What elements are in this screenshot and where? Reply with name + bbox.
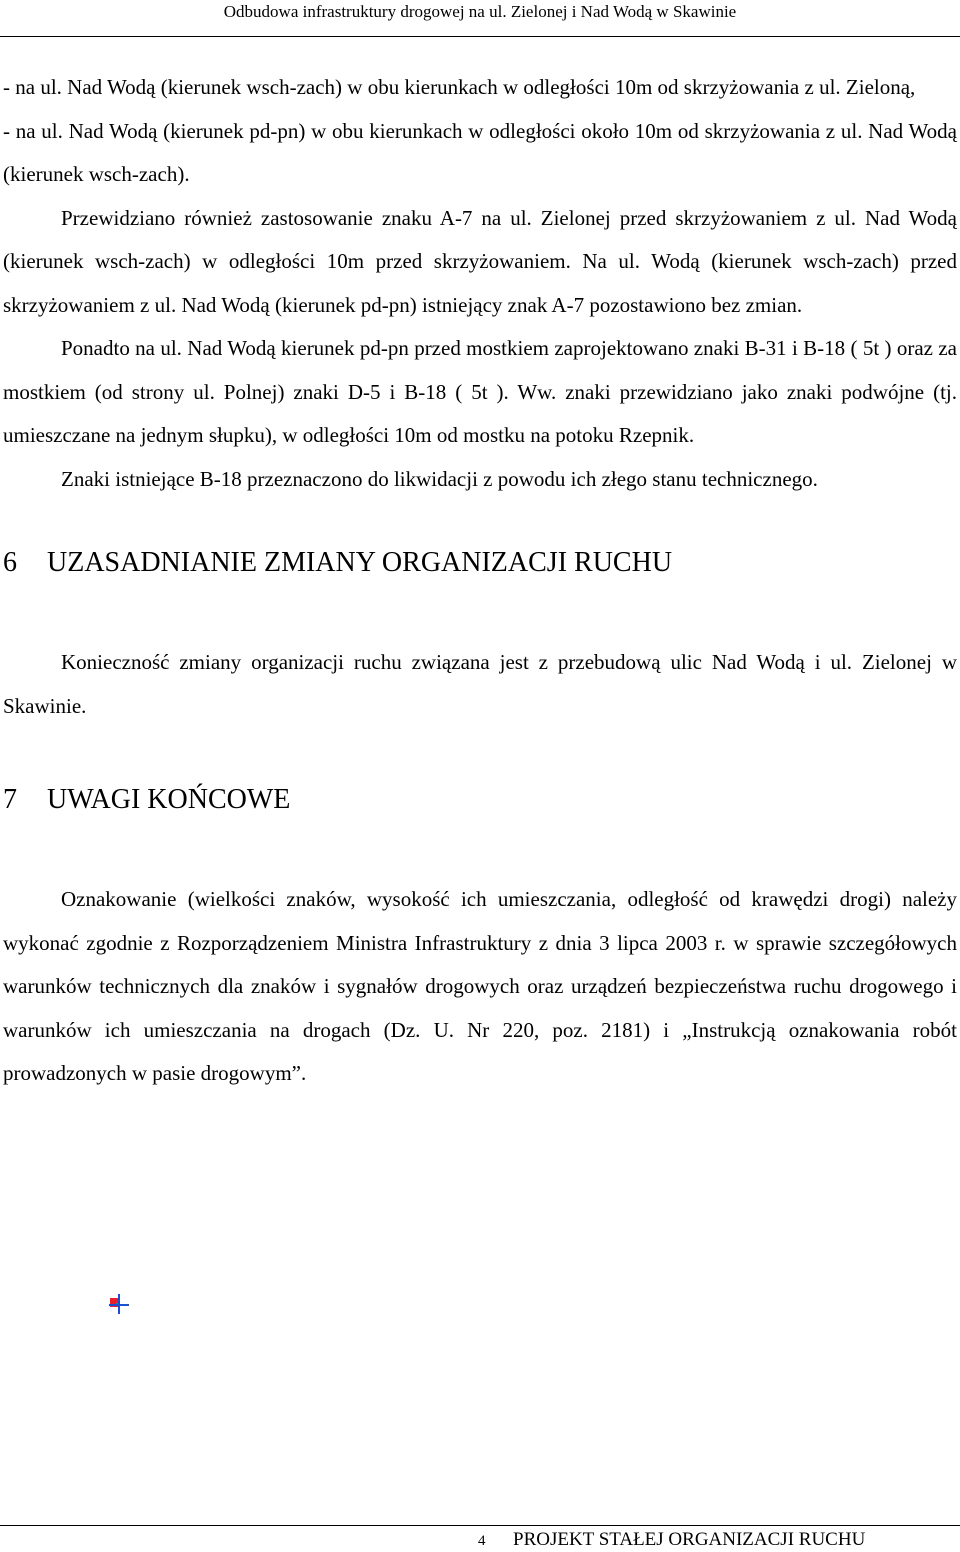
- section-number: 7: [3, 784, 17, 815]
- section-heading: [3, 545, 957, 581]
- document-body: [3, 66, 957, 1096]
- page-header: [0, 0, 960, 37]
- section-number: 6: [3, 547, 17, 578]
- body-paragraph: Znaki istniejące B-18 przeznaczono do likwidacji z powodu ich złego stanu technicznego.: [61, 466, 818, 491]
- footer-title: PROJEKT STAŁEJ ORGANIZACJI RUCHU: [513, 1529, 866, 1550]
- header-title: Odbudowa infrastruktury drogowej na ul. Zielonej i Nad Wodą w Skawinie: [223, 2, 737, 21]
- section-title: UWAGI KOŃCOWE: [47, 784, 291, 815]
- cross-marker-icon: [108, 1293, 130, 1315]
- page-footer: [0, 1525, 960, 1552]
- body-paragraph: Przewidziano również zastosowanie znaku A-7 na ul. Zielonej przed skrzyżowaniem z ul. Nad Wodą (kierunek wsch-zach) w odległości 10m przed skrzyżowaniem. Na ul. Wodą (kierunek wsch-zach) przed skrzyżowaniem z ul. Nad Wodą (kierunek pd-pn) istniejący znak A-7 pozostawiono bez zmian.: [3, 205, 957, 317]
- section-heading: [3, 782, 957, 818]
- list-item-paragraph: - na ul. Nad Wodą (kierunek wsch-zach) w obu kierunkach w odległości 10m od skrzyżowania z ul. Zieloną,: [3, 75, 916, 99]
- list-item-paragraph: - na ul. Nad Wodą (kierunek pd-pn) w obu kierunkach w odległości około 10m od skrzyżowania z ul. Nad Wodą (kierunek wsch-zach).: [3, 118, 957, 186]
- page-number: 4: [478, 1533, 486, 1549]
- section-title: UZASADNIANIE ZMIANY ORGANIZACJI RUCHU: [47, 547, 673, 578]
- body-paragraph: Oznakowanie (wielkości znaków, wysokość ich umieszczania, odległość od krawędzi drogi) należy wykonać zgodnie z Rozporządzeniem Ministra Infrastruktury z dnia 3 lipca 2003 r. w sprawie szczegółowych warunków technicznych dla znaków i sygnałów drogowych oraz urządzeń bezpieczeństwa ruchu drogowego i warunków ich umieszczania na drogach (Dz. U. Nr 220, poz. 2181) i „Instrukcją oznakowania robót prowadzonych w pasie drogowym”.: [3, 887, 957, 1085]
- body-paragraph: Ponadto na ul. Nad Wodą kierunek pd-pn przed mostkiem zaprojektowano znaki B-31 i B-18 ( 5t ) oraz za mostkiem (od strony ul. Polnej) znaki D-5 i B-18 ( 5t ). Ww. znaki przewidziano jako znaki podwójne (tj. umieszczane na jednym słupku), w odległości 10m od mostku na potoku Rzepnik.: [3, 336, 957, 447]
- body-paragraph: Konieczność zmiany organizacji ruchu związana jest z przebudową ulic Nad Wodą i ul. Zielonej w Skawinie.: [3, 650, 957, 718]
